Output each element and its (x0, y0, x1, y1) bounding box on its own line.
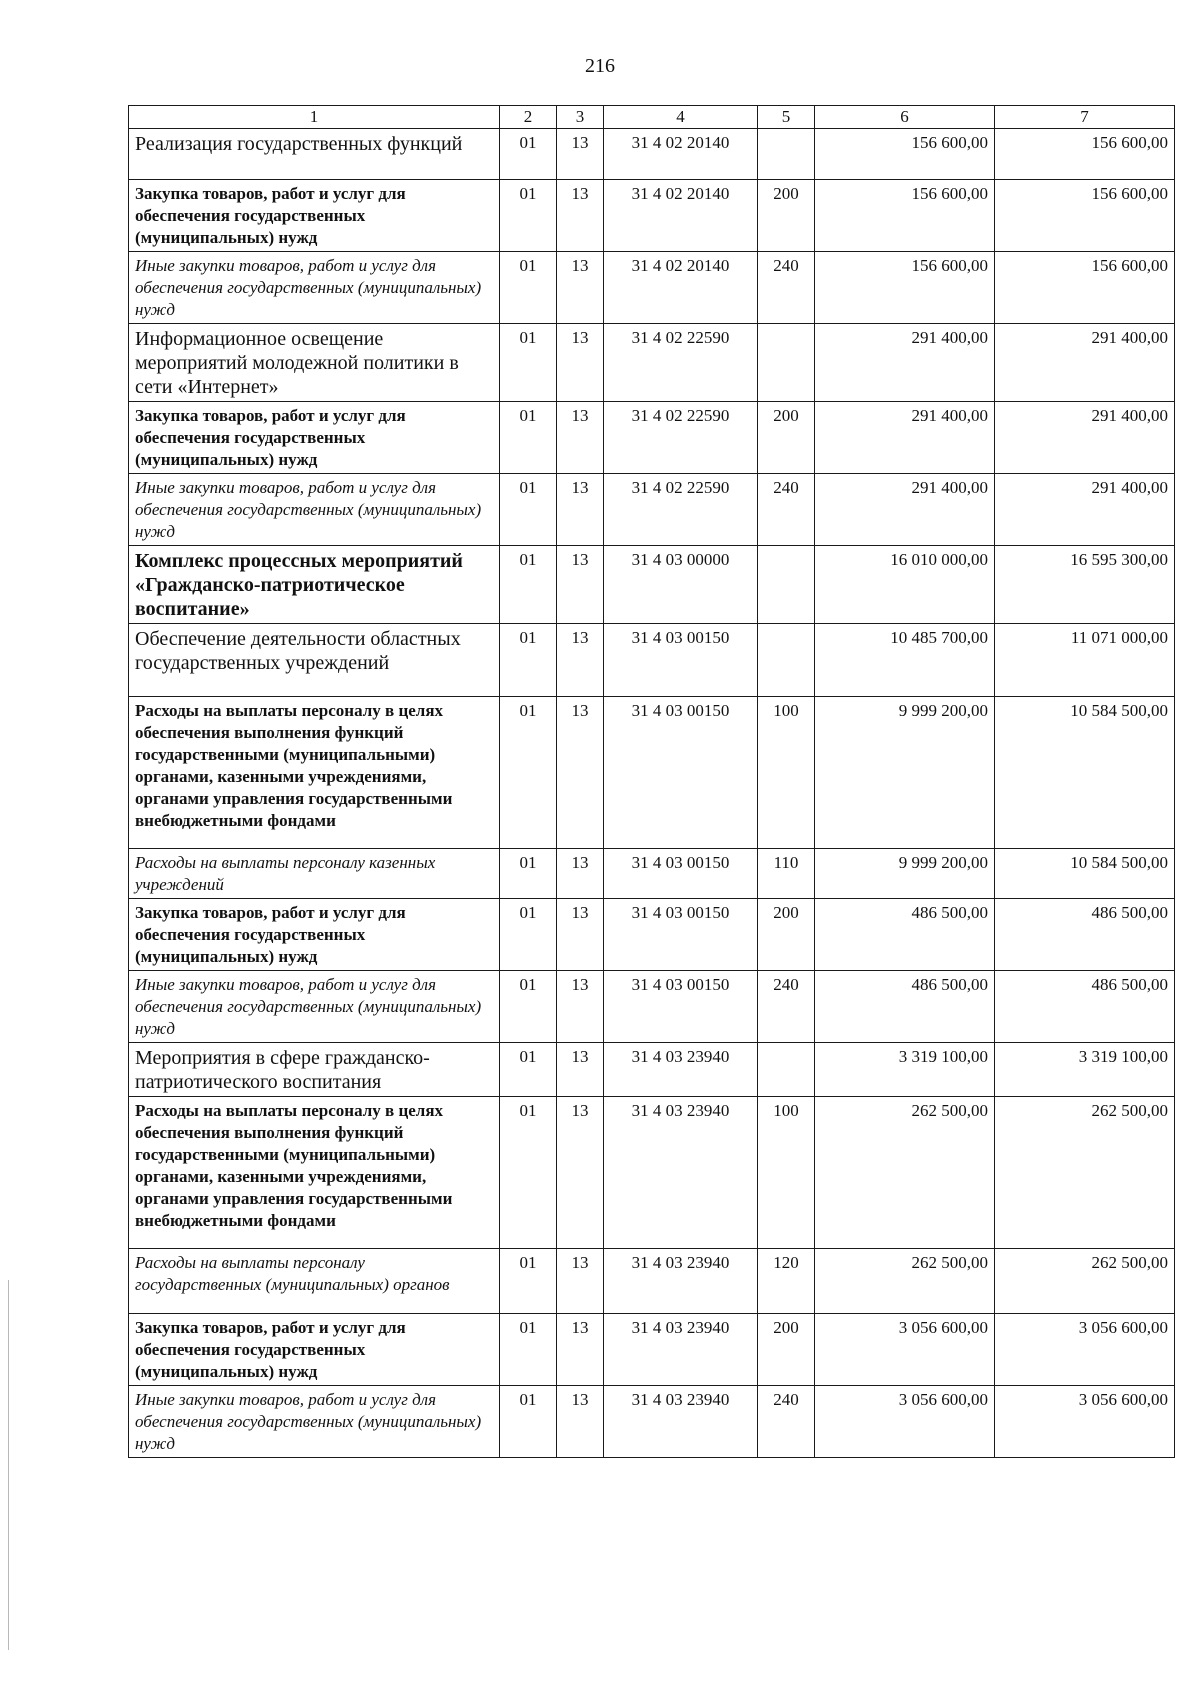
table-header-row (129, 106, 1175, 129)
amount-year-1: 486 500,00 (815, 899, 995, 971)
target-article-code: 31 4 03 00150 (604, 971, 758, 1043)
expense-type-code: 200 (758, 402, 815, 474)
target-article-code: 31 4 02 22590 (604, 402, 758, 474)
section-code: 01 (500, 899, 557, 971)
expense-type-code (758, 1043, 815, 1097)
amount-year-2: 291 400,00 (995, 324, 1175, 402)
section-code: 01 (500, 180, 557, 252)
target-article-code: 31 4 03 00150 (604, 899, 758, 971)
row-name: Комплекс процессных мероприятий «Гражданско-патриотическое воспитание» (129, 546, 500, 624)
amount-year-1: 291 400,00 (815, 474, 995, 546)
scan-margin-line (8, 1280, 9, 1650)
subsection-code: 13 (557, 1249, 604, 1314)
section-code: 01 (500, 971, 557, 1043)
row-name: Иные закупки товаров, работ и услуг для обеспечения государственных (муниципальных) нужд (129, 971, 500, 1043)
row-name: Иные закупки товаров, работ и услуг для обеспечения государственных (муниципальных) нужд (129, 252, 500, 324)
section-code: 01 (500, 129, 557, 180)
subsection-code: 13 (557, 1097, 604, 1249)
table-row (129, 129, 1175, 180)
amount-year-2: 3 056 600,00 (995, 1386, 1175, 1458)
subsection-code: 13 (557, 546, 604, 624)
row-name: Закупка товаров, работ и услуг для обеспечения государственных (муниципальных) нужд (129, 402, 500, 474)
row-name: Закупка товаров, работ и услуг для обеспечения государственных (муниципальных) нужд (129, 899, 500, 971)
column-header: 3 (557, 106, 604, 129)
target-article-code: 31 4 02 22590 (604, 474, 758, 546)
subsection-code: 13 (557, 1043, 604, 1097)
page-number: 216 (585, 55, 615, 77)
row-name: Закупка товаров, работ и услуг для обеспечения государственных (муниципальных) нужд (129, 180, 500, 252)
amount-year-2: 156 600,00 (995, 180, 1175, 252)
table-row (129, 1097, 1175, 1249)
budget-table (128, 105, 1175, 1458)
column-header: 7 (995, 106, 1175, 129)
amount-year-1: 16 010 000,00 (815, 546, 995, 624)
amount-year-1: 9 999 200,00 (815, 849, 995, 899)
subsection-code: 13 (557, 899, 604, 971)
table-row (129, 849, 1175, 899)
subsection-code: 13 (557, 180, 604, 252)
expense-type-code: 120 (758, 1249, 815, 1314)
subsection-code: 13 (557, 697, 604, 849)
expense-type-code: 240 (758, 1386, 815, 1458)
row-name: Мероприятия в сфере гражданско-патриотического воспитания (129, 1043, 500, 1097)
table-row (129, 1386, 1175, 1458)
row-name: Иные закупки товаров, работ и услуг для обеспечения государственных (муниципальных) нужд (129, 1386, 500, 1458)
table-row (129, 402, 1175, 474)
subsection-code: 13 (557, 402, 604, 474)
amount-year-2: 11 071 000,00 (995, 624, 1175, 697)
subsection-code: 13 (557, 849, 604, 899)
section-code: 01 (500, 474, 557, 546)
expense-type-code: 100 (758, 697, 815, 849)
column-header: 1 (129, 106, 500, 129)
table-row (129, 899, 1175, 971)
column-header: 5 (758, 106, 815, 129)
amount-year-1: 262 500,00 (815, 1097, 995, 1249)
target-article-code: 31 4 03 23940 (604, 1249, 758, 1314)
row-name: Расходы на выплаты персоналу в целях обеспечения выполнения функций государственными (муниципальными) органами, казенными учреждениями, органами управления государственными внебюджетными фондами (129, 1097, 500, 1249)
amount-year-1: 156 600,00 (815, 180, 995, 252)
amount-year-2: 486 500,00 (995, 899, 1175, 971)
subsection-code: 13 (557, 324, 604, 402)
section-code: 01 (500, 1386, 557, 1458)
table-row (129, 1043, 1175, 1097)
subsection-code: 13 (557, 129, 604, 180)
section-code: 01 (500, 849, 557, 899)
column-header: 4 (604, 106, 758, 129)
expense-type-code: 240 (758, 252, 815, 324)
table-row (129, 971, 1175, 1043)
table-row (129, 1249, 1175, 1314)
amount-year-2: 10 584 500,00 (995, 849, 1175, 899)
expense-type-code (758, 324, 815, 402)
amount-year-2: 291 400,00 (995, 474, 1175, 546)
amount-year-2: 156 600,00 (995, 129, 1175, 180)
amount-year-1: 156 600,00 (815, 129, 995, 180)
target-article-code: 31 4 03 23940 (604, 1386, 758, 1458)
amount-year-1: 262 500,00 (815, 1249, 995, 1314)
target-article-code: 31 4 03 00000 (604, 546, 758, 624)
section-code: 01 (500, 546, 557, 624)
target-article-code: 31 4 03 23940 (604, 1097, 758, 1249)
target-article-code: 31 4 02 20140 (604, 129, 758, 180)
amount-year-1: 156 600,00 (815, 252, 995, 324)
expense-type-code: 200 (758, 1314, 815, 1386)
target-article-code: 31 4 03 00150 (604, 849, 758, 899)
amount-year-1: 3 056 600,00 (815, 1386, 995, 1458)
section-code: 01 (500, 324, 557, 402)
row-name: Обеспечение деятельности областных государственных учреждений (129, 624, 500, 697)
target-article-code: 31 4 03 23940 (604, 1043, 758, 1097)
expense-type-code (758, 129, 815, 180)
amount-year-2: 3 056 600,00 (995, 1314, 1175, 1386)
amount-year-2: 16 595 300,00 (995, 546, 1175, 624)
expense-type-code (758, 546, 815, 624)
expense-type-code: 100 (758, 1097, 815, 1249)
subsection-code: 13 (557, 1314, 604, 1386)
target-article-code: 31 4 02 20140 (604, 252, 758, 324)
table-row (129, 697, 1175, 849)
subsection-code: 13 (557, 474, 604, 546)
amount-year-1: 486 500,00 (815, 971, 995, 1043)
amount-year-2: 3 319 100,00 (995, 1043, 1175, 1097)
amount-year-2: 156 600,00 (995, 252, 1175, 324)
amount-year-2: 262 500,00 (995, 1249, 1175, 1314)
row-name: Иные закупки товаров, работ и услуг для обеспечения государственных (муниципальных) нужд (129, 474, 500, 546)
row-name: Информационное освещение мероприятий молодежной политики в сети «Интернет» (129, 324, 500, 402)
table-row (129, 624, 1175, 697)
subsection-code: 13 (557, 252, 604, 324)
subsection-code: 13 (557, 624, 604, 697)
target-article-code: 31 4 02 22590 (604, 324, 758, 402)
amount-year-1: 3 056 600,00 (815, 1314, 995, 1386)
row-name: Расходы на выплаты персоналу государственных (муниципальных) органов (129, 1249, 500, 1314)
expense-type-code: 200 (758, 180, 815, 252)
amount-year-2: 10 584 500,00 (995, 697, 1175, 849)
section-code: 01 (500, 1249, 557, 1314)
target-article-code: 31 4 02 20140 (604, 180, 758, 252)
table-row (129, 180, 1175, 252)
amount-year-1: 9 999 200,00 (815, 697, 995, 849)
target-article-code: 31 4 03 23940 (604, 1314, 758, 1386)
table-row (129, 474, 1175, 546)
expense-type-code (758, 624, 815, 697)
row-name: Расходы на выплаты персоналу в целях обеспечения выполнения функций государственными (муниципальными) органами, казенными учреждениями, органами управления государственными внебюджетными фондами (129, 697, 500, 849)
section-code: 01 (500, 1314, 557, 1386)
section-code: 01 (500, 402, 557, 474)
table-row (129, 546, 1175, 624)
table-row (129, 252, 1175, 324)
target-article-code: 31 4 03 00150 (604, 697, 758, 849)
column-header: 6 (815, 106, 995, 129)
section-code: 01 (500, 697, 557, 849)
expense-type-code: 200 (758, 899, 815, 971)
expense-type-code: 240 (758, 474, 815, 546)
amount-year-1: 3 319 100,00 (815, 1043, 995, 1097)
section-code: 01 (500, 1097, 557, 1249)
amount-year-1: 10 485 700,00 (815, 624, 995, 697)
section-code: 01 (500, 252, 557, 324)
amount-year-2: 486 500,00 (995, 971, 1175, 1043)
table-body (129, 106, 1175, 1458)
subsection-code: 13 (557, 971, 604, 1043)
expense-type-code: 240 (758, 971, 815, 1043)
row-name: Расходы на выплаты персоналу казенных учреждений (129, 849, 500, 899)
column-header: 2 (500, 106, 557, 129)
section-code: 01 (500, 1043, 557, 1097)
target-article-code: 31 4 03 00150 (604, 624, 758, 697)
expense-type-code: 110 (758, 849, 815, 899)
row-name: Закупка товаров, работ и услуг для обеспечения государственных (муниципальных) нужд (129, 1314, 500, 1386)
section-code: 01 (500, 624, 557, 697)
amount-year-1: 291 400,00 (815, 324, 995, 402)
amount-year-2: 262 500,00 (995, 1097, 1175, 1249)
table-row (129, 1314, 1175, 1386)
amount-year-1: 291 400,00 (815, 402, 995, 474)
table-row (129, 324, 1175, 402)
row-name: Реализация государственных функций (129, 129, 500, 180)
amount-year-2: 291 400,00 (995, 402, 1175, 474)
subsection-code: 13 (557, 1386, 604, 1458)
